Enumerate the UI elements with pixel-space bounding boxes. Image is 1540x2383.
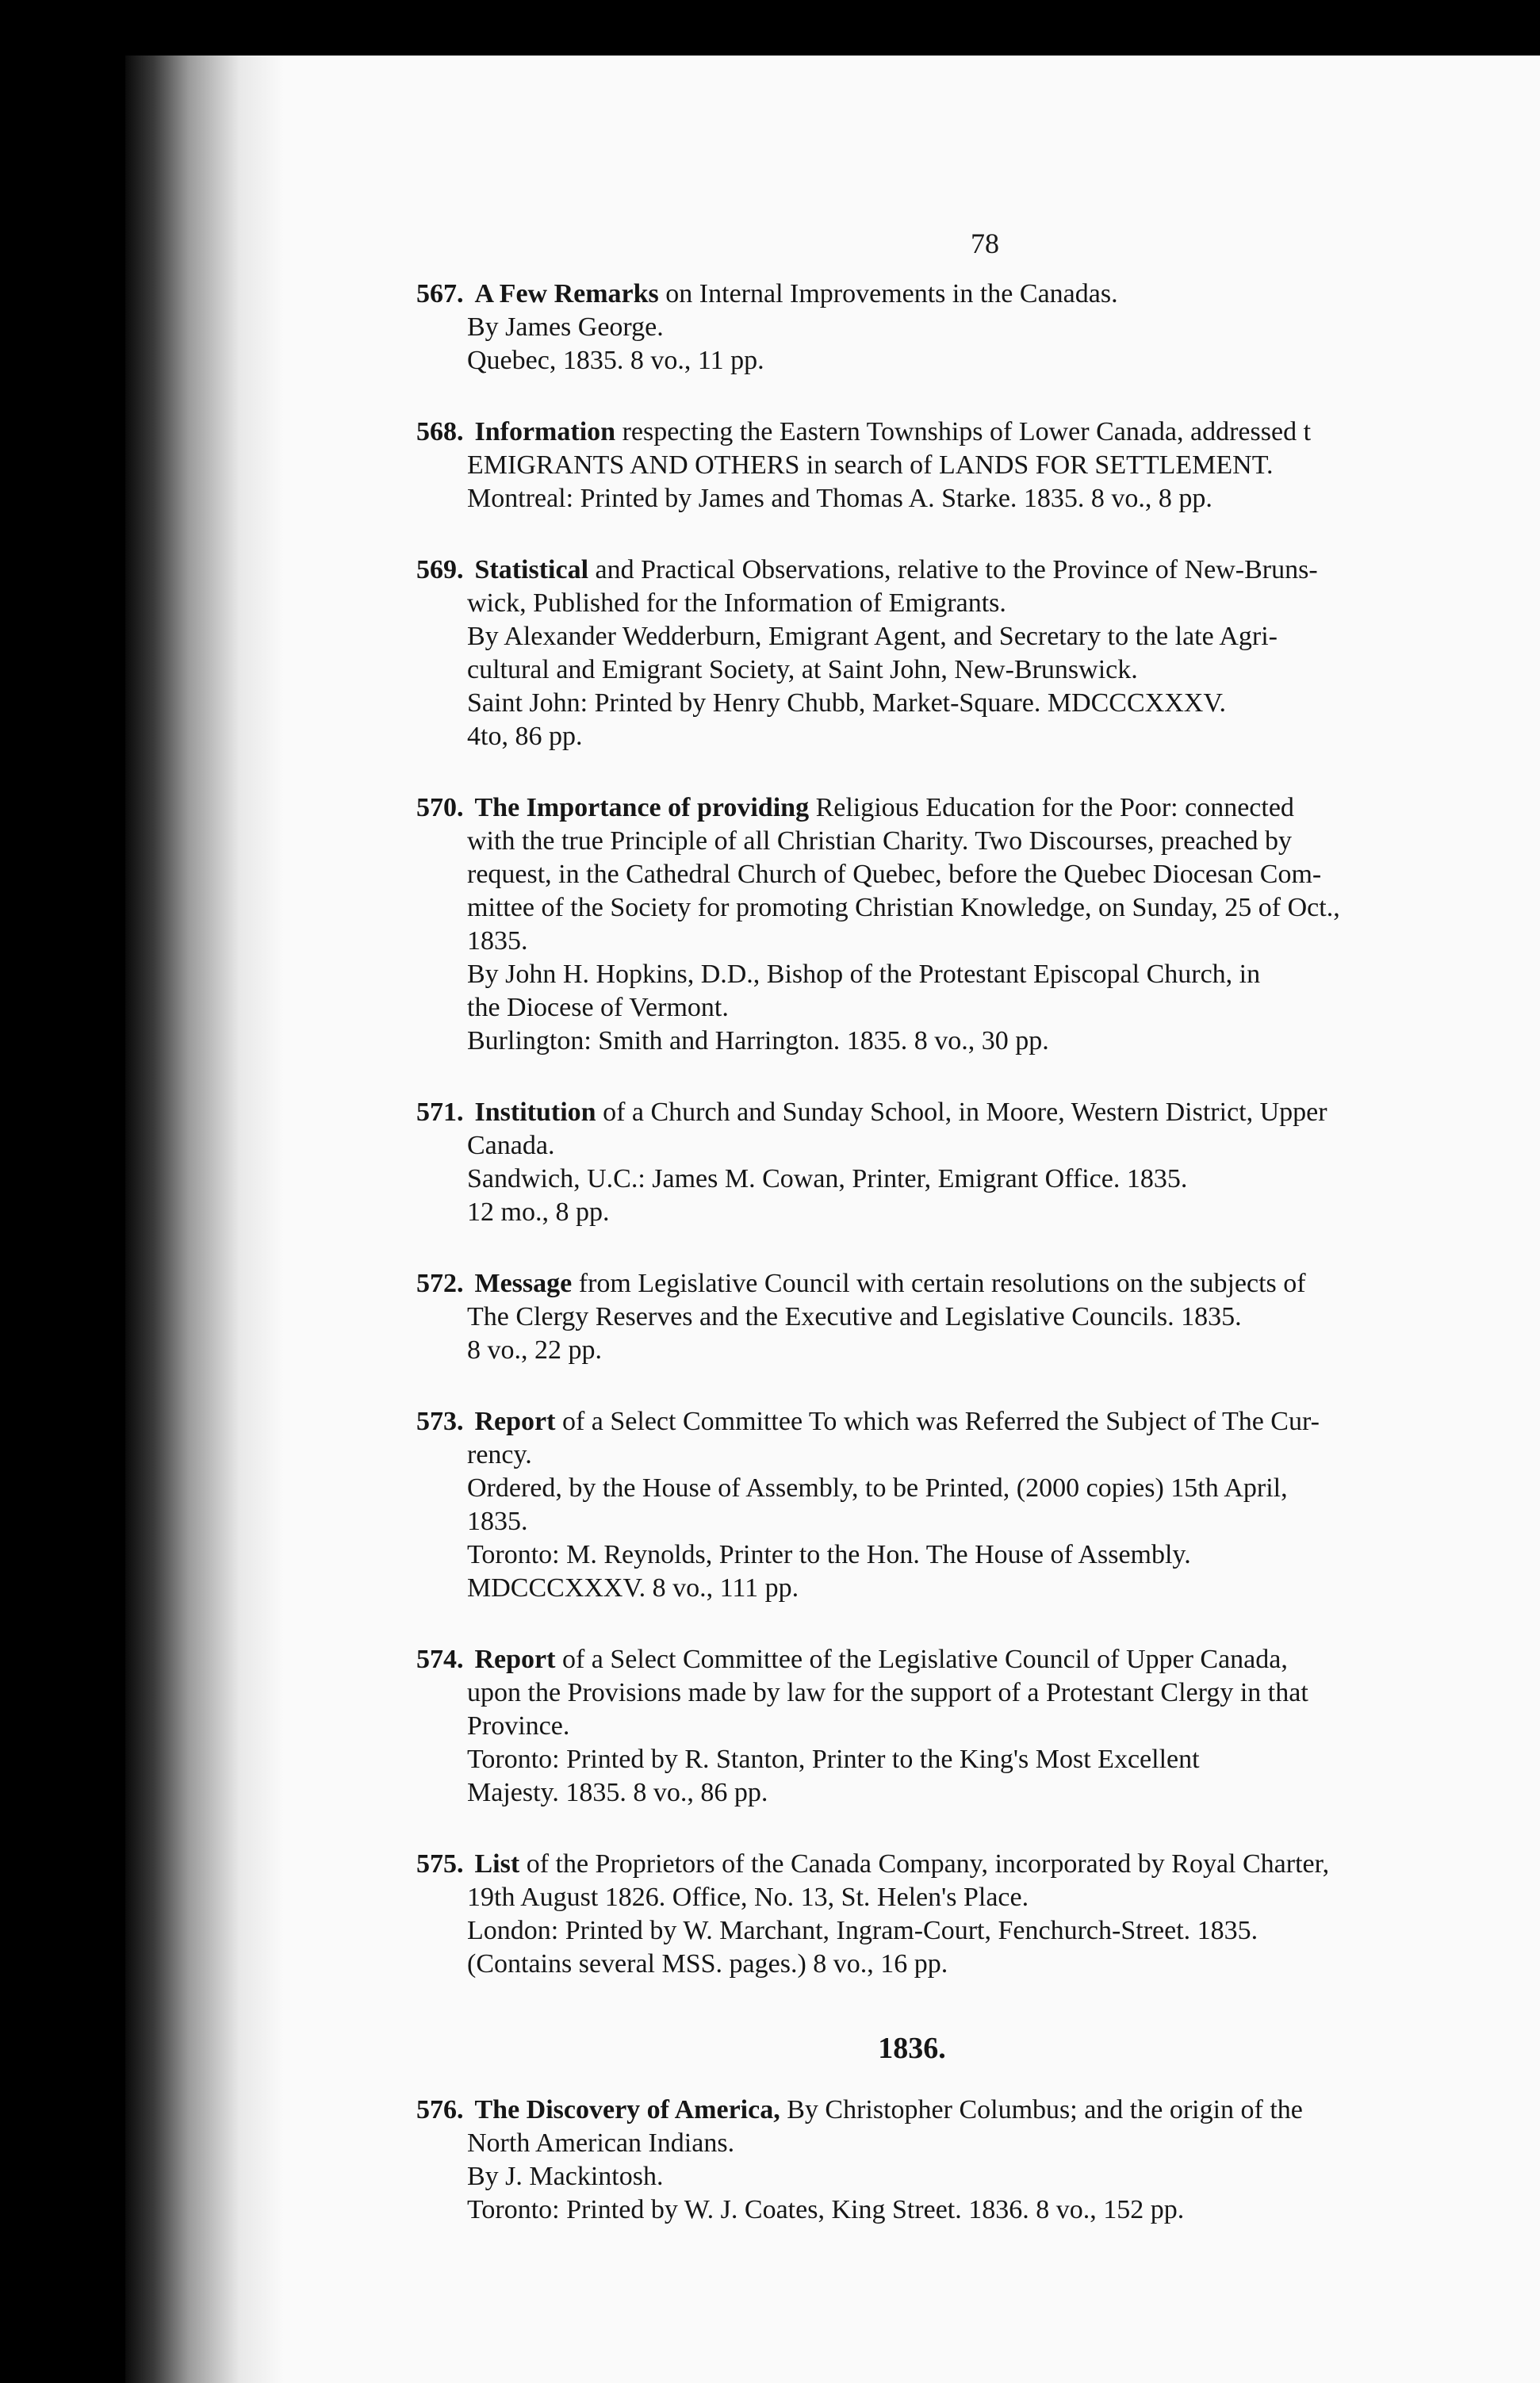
entry-title: Information: [474, 417, 616, 446]
entry-text: of a Church and Sunday School, in Moore, Western District, Upper: [596, 1098, 1327, 1127]
entry-text: of a Select Committee To which was Referred the Subject of The Cur-: [555, 1407, 1320, 1436]
entry-text: Montreal: Printed by James and Thomas A. Starke. 1835. 8 vo., 8 pp.: [467, 484, 1212, 513]
entry-line: [416, 1881, 1540, 1914]
entry-line: [416, 1196, 1540, 1229]
entry-line: [416, 554, 1540, 587]
entry-569: [416, 554, 1540, 753]
entry-line: [416, 687, 1540, 720]
entry-text: respecting the Eastern Townships of Lower Canada, addressed t: [615, 417, 1312, 446]
entry-title: Institution: [474, 1098, 596, 1127]
entry-text: 19th August 1826. Office, No. 13, St. Helen's Place.: [467, 1883, 1029, 1912]
entry-line: [416, 1096, 1540, 1129]
entry-line: [416, 620, 1540, 653]
entry-575: [416, 1848, 1540, 1981]
year-heading: 1836.: [878, 2032, 946, 2065]
entry-text: By John H. Hopkins, D.D., Bishop of the Protestant Episcopal Church, in: [467, 960, 1261, 989]
bibliography-list: [416, 278, 1540, 2265]
page-number: 78: [971, 228, 999, 259]
entry-text: from Legislative Council with certain resolutions on the subjects of: [572, 1269, 1306, 1298]
entry-567: [416, 278, 1540, 377]
entry-line: [416, 1710, 1540, 1743]
entry-text: of a Select Committee of the Legislative Council of Upper Canada,: [555, 1645, 1288, 1674]
entry-text: Saint John: Printed by Henry Chubb, Market-Square. MDCCCXXXV.: [467, 688, 1226, 718]
entry-text: on Internal Improvements in the Canadas.: [658, 279, 1118, 308]
entry-line: [416, 825, 1540, 858]
entry-line: [416, 1267, 1540, 1301]
entry-text: 4to, 86 pp.: [467, 722, 583, 751]
entry-text: By Christopher Columbus; and the origin of the: [780, 2095, 1303, 2124]
entry-text: The Clergy Reserves and the Executive and Legislative Councils. 1835.: [467, 1302, 1242, 1331]
entry-number: 569.: [416, 555, 464, 584]
entry-number: 576.: [416, 2095, 464, 2124]
entry-text: and Practical Observations, relative to the Province of New-Bruns-: [588, 555, 1318, 584]
entry-text: the Diocese of Vermont.: [467, 993, 729, 1022]
entry-572: [416, 1267, 1540, 1367]
entry-text: Ordered, by the House of Assembly, to be Printed, (2000 copies) 15th April,: [467, 1473, 1288, 1503]
entry-line: [416, 482, 1540, 515]
entries-1835: [416, 278, 1540, 1981]
entry-line: [416, 1538, 1540, 1572]
entry-text: (Contains several MSS. pages.) 8 vo., 16 pp.: [467, 1949, 948, 1979]
entry-line: [416, 416, 1540, 449]
entry-line: [416, 2127, 1540, 2160]
entry-line: [416, 278, 1540, 311]
entry-number: 573.: [416, 1407, 464, 1436]
entry-line: [416, 449, 1540, 482]
entry-line: [416, 925, 1540, 958]
entry-line: [416, 1025, 1540, 1058]
entry-title: Report: [474, 1645, 556, 1674]
entry-text: 12 mo., 8 pp.: [467, 1197, 610, 1227]
entry-568: [416, 416, 1540, 515]
entry-text: Toronto: Printed by W. J. Coates, King Street. 1836. 8 vo., 152 pp.: [467, 2195, 1185, 2224]
entry-number: 575.: [416, 1849, 464, 1879]
entry-line: [416, 1439, 1540, 1472]
entry-text: 8 vo., 22 pp.: [467, 1335, 602, 1365]
entry-title: Statistical: [474, 555, 589, 584]
entry-number: 571.: [416, 1098, 464, 1127]
entry-line: [416, 1405, 1540, 1439]
entry-line: [416, 587, 1540, 620]
entry-line: [416, 1301, 1540, 1334]
entry-text: MDCCCXXXV. 8 vo., 111 pp.: [467, 1573, 799, 1603]
entry-line: [416, 958, 1540, 991]
entry-text: Religious Education for the Poor: connected: [809, 793, 1294, 822]
entry-line: [416, 1334, 1540, 1367]
entry-line: [416, 1914, 1540, 1948]
entry-text: Quebec, 1835. 8 vo., 11 pp.: [467, 346, 764, 375]
entry-text: Toronto: Printed by R. Stanton, Printer to the King's Most Excellent: [467, 1745, 1200, 1774]
entry-line: [416, 791, 1540, 825]
entry-text: Burlington: Smith and Harrington. 1835. 8 vo., 30 pp.: [467, 1026, 1049, 1055]
entry-text: of the Proprietors of the Canada Company, incorporated by Royal Charter,: [519, 1849, 1330, 1879]
entry-line: [416, 1676, 1540, 1710]
entry-text: By James George.: [467, 312, 664, 342]
entry-line: [416, 1848, 1540, 1881]
entry-line: [416, 1505, 1540, 1538]
entry-570: [416, 791, 1540, 1058]
entry-number: 572.: [416, 1269, 464, 1298]
entry-text: request, in the Cathedral Church of Quebec, before the Quebec Diocesan Com-: [467, 860, 1322, 889]
entry-text: By J. Mackintosh.: [467, 2162, 664, 2191]
entry-text: EMIGRANTS AND OTHERS in search of LANDS FOR SETTLEMENT.: [467, 450, 1274, 480]
entry-text: London: Printed by W. Marchant, Ingram-Court, Fenchurch-Street. 1835.: [467, 1916, 1258, 1945]
entry-text: By Alexander Wedderburn, Emigrant Agent, and Secretary to the late Agri-: [467, 622, 1278, 651]
entry-title: The Importance of providing: [474, 793, 810, 822]
entry-line: [416, 2094, 1540, 2127]
entry-text: wick, Published for the Information of Emigrants.: [467, 588, 1006, 618]
entry-line: [416, 653, 1540, 687]
entry-text: 1835.: [467, 926, 528, 956]
entry-line: [416, 1129, 1540, 1163]
entry-573: [416, 1405, 1540, 1605]
entry-title: The Discovery of America,: [474, 2095, 780, 2124]
entry-number: 574.: [416, 1645, 464, 1674]
entry-line: [416, 2160, 1540, 2193]
entry-title: A Few Remarks: [474, 279, 659, 308]
entry-574: [416, 1643, 1540, 1810]
entry-line: [416, 311, 1540, 344]
entry-text: upon the Provisions made by law for the support of a Protestant Clergy in that: [467, 1678, 1308, 1707]
entry-number: 568.: [416, 417, 464, 446]
entry-text: Province.: [467, 1711, 570, 1741]
entry-576: [416, 2094, 1540, 2227]
entry-line: [416, 858, 1540, 891]
entry-line: [416, 991, 1540, 1025]
entry-text: Majesty. 1835. 8 vo., 86 pp.: [467, 1778, 768, 1807]
entry-line: [416, 1643, 1540, 1676]
page-binding-shadow: [125, 56, 284, 2383]
entries-1836: [416, 2094, 1540, 2227]
entry-text: mittee of the Society for promoting Christian Knowledge, on Sunday, 25 of Oct.,: [467, 893, 1340, 922]
entry-text: with the true Principle of all Christian Charity. Two Discourses, preached by: [467, 826, 1293, 856]
entry-line: [416, 1743, 1540, 1776]
entry-number: 567.: [416, 279, 464, 308]
entry-title: List: [474, 1849, 520, 1879]
entry-text: cultural and Emigrant Society, at Saint John, New-Brunswick.: [467, 655, 1138, 684]
entry-number: 570.: [416, 793, 464, 822]
entry-571: [416, 1096, 1540, 1229]
entry-line: [416, 1572, 1540, 1605]
entry-text: Toronto: M. Reynolds, Printer to the Hon. The House of Assembly.: [467, 1540, 1191, 1569]
entry-text: Canada.: [467, 1131, 555, 1160]
entry-line: [416, 720, 1540, 753]
entry-line: [416, 1948, 1540, 1981]
entry-line: [416, 1472, 1540, 1505]
entry-line: [416, 344, 1540, 377]
entry-title: Message: [474, 1269, 573, 1298]
entry-line: [416, 2193, 1540, 2227]
entry-text: rency.: [467, 1440, 532, 1469]
entry-text: 1835.: [467, 1507, 528, 1536]
entry-line: [416, 891, 1540, 925]
entry-line: [416, 1776, 1540, 1810]
entry-line: [416, 1163, 1540, 1196]
entry-text: North American Indians.: [467, 2128, 735, 2158]
entry-text: Sandwich, U.C.: James M. Cowan, Printer, Emigrant Office. 1835.: [467, 1164, 1188, 1193]
entry-title: Report: [474, 1407, 556, 1436]
